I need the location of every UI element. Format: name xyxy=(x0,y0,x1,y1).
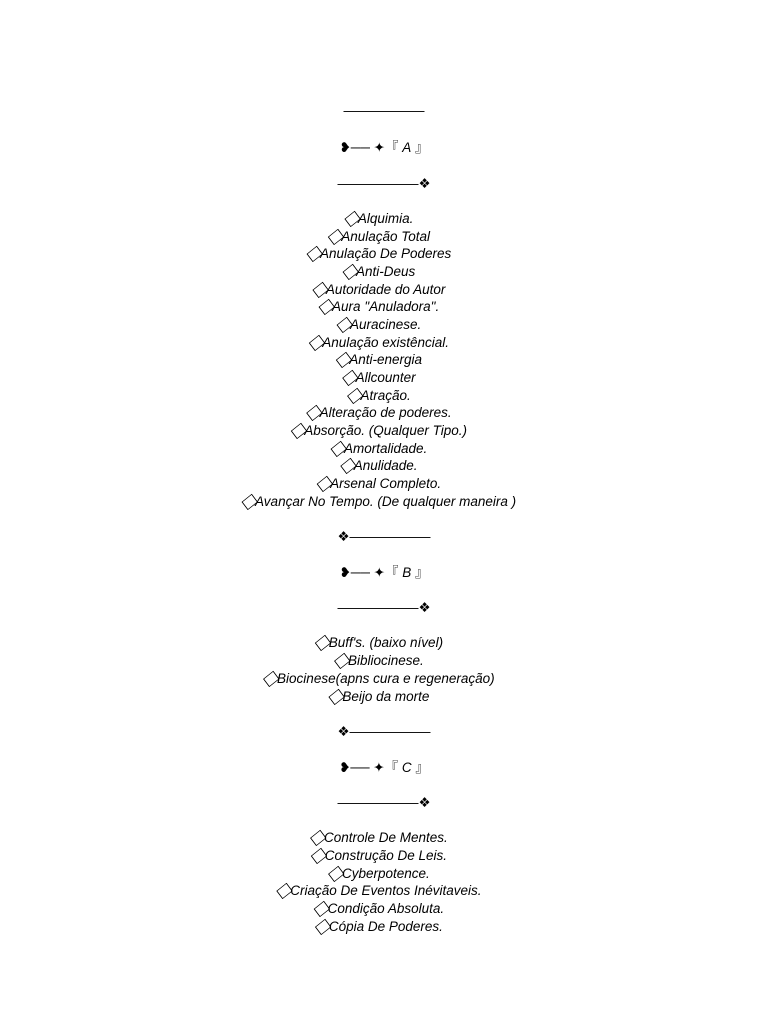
section-divider: ——————❖ xyxy=(337,600,431,615)
header-bracket: 』 xyxy=(415,565,429,580)
section-letter: B xyxy=(402,565,412,580)
section-header-c xyxy=(0,759,768,776)
list-item: ⃟⃟ Avançar No Tempo. (De qualquer maneira ) xyxy=(251,494,517,509)
list-item: ⃟⃟ Absorção. (Qualquer Tipo.) xyxy=(301,423,467,438)
top-divider: —————— xyxy=(343,103,425,118)
list-item: ⃟⃟ Alquimia. xyxy=(354,211,414,226)
section-letter: A xyxy=(402,140,412,155)
list-item: ⃟⃟ Beijo da morte xyxy=(338,689,430,704)
list-item: ⃟⃟ Amortalidade. xyxy=(340,441,428,456)
section-divider: ❖—————— xyxy=(337,529,431,544)
list-item: ⃟⃟ Condição Absoluta. xyxy=(323,901,445,916)
header-ornament: ❥── ✦『 xyxy=(339,760,399,775)
list-item: ⃟⃟ Autoridade do Autor xyxy=(322,282,446,297)
list-item: ⃟⃟ Anulidade. xyxy=(350,458,418,473)
list-item: ⃟⃟ Bibliocinese. xyxy=(344,653,424,668)
header-ornament: ❥── ✦『 xyxy=(339,140,399,155)
section-divider: ——————❖ xyxy=(337,176,431,191)
list-item: ⃟⃟ Anulação existêncial. xyxy=(318,335,450,350)
list-item: ⃟⃟ Arsenal Completo. xyxy=(326,476,442,491)
header-ornament: ❥── ✦『 xyxy=(339,565,399,580)
list-item: ⃟⃟ Controle De Mentes. xyxy=(320,830,448,845)
list-item: ⃟⃟ Anulação Total xyxy=(337,229,431,244)
list-item: ⃟⃟ Biocinese(apns cura e regeneração) xyxy=(273,671,495,686)
list-item: ⃟⃟ Buff's. (baixo nível) xyxy=(324,635,444,650)
list-item: ⃟⃟ Alteração de poderes. xyxy=(316,405,452,420)
section-header-b xyxy=(0,564,768,581)
list-item: ⃟⃟ Auracinese. xyxy=(346,317,422,332)
list-item: ⃟⃟ Criação De Eventos Inévitaveis. xyxy=(286,883,482,898)
list-item: ⃟⃟ Atração. xyxy=(357,388,411,403)
header-bracket: 』 xyxy=(415,140,429,155)
list-item: ⃟⃟ Anulação De Poderes xyxy=(316,246,452,261)
list-item: ⃟⃟ Allcounter xyxy=(352,370,416,385)
section-header-a xyxy=(0,139,768,156)
list-item: ⃟⃟ Cópia De Poderes. xyxy=(325,919,443,934)
list-item: ⃟⃟ Cyberpotence. xyxy=(338,866,430,881)
list-item: ⃟⃟ Aura "Anuladora". xyxy=(328,299,440,314)
header-bracket: 』 xyxy=(415,760,429,775)
section-divider: ❖—————— xyxy=(337,724,431,739)
list-item: ⃟⃟ Construção De Leis. xyxy=(320,848,448,863)
section-letter: C xyxy=(401,760,412,775)
list-item: ⃟⃟ Anti-Deus xyxy=(352,264,416,279)
list-item: ⃟⃟ Anti-energia xyxy=(345,352,423,367)
section-divider: ——————❖ xyxy=(337,795,431,810)
